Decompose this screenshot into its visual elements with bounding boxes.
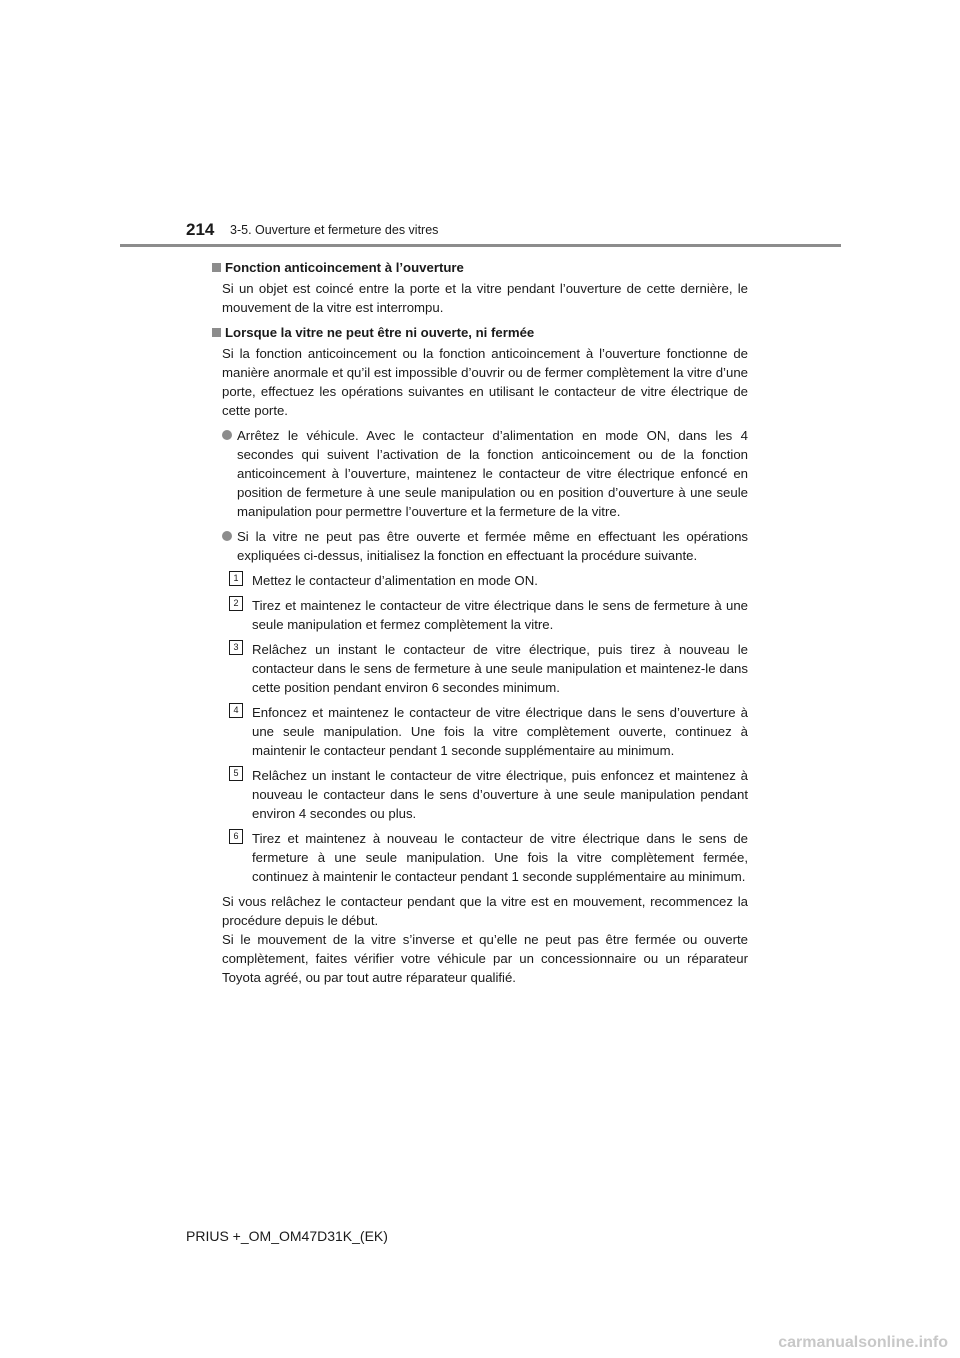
step-text: Relâchez un instant le contacteur de vitre électrique, puis tirez à nouveau le contacteur dans le sens de fermeture à une seule manipulation et maintenez-le dans cette position pendant environ 6 secondes minimum. xyxy=(252,642,748,695)
paragraph: Si un objet est coincé entre la porte et la vitre pendant l’ouverture de cette dernière, le mouvement de la vitre est interrompu. xyxy=(222,281,748,315)
step-text: Relâchez un instant le contacteur de vitre électrique, puis enfoncez et maintenez à nouveau le contacteur dans le sens d’ouverture à une seule manipulation pendant environ 4 secondes ou plus. xyxy=(252,768,748,821)
step-item xyxy=(212,640,748,697)
step-number-badge: 3 xyxy=(229,640,243,655)
step-item xyxy=(212,571,748,590)
square-bullet-icon xyxy=(212,263,221,272)
section-heading-blocked-window xyxy=(212,323,748,342)
step-number-badge: 1 xyxy=(229,571,243,586)
page-header xyxy=(0,0,960,250)
square-bullet-icon xyxy=(212,328,221,337)
closing-note xyxy=(212,892,748,987)
step-text: Tirez et maintenez le contacteur de vitre électrique dans le sens de fermeture à une seule manipulation et fermez complètement la vitre. xyxy=(252,598,748,632)
watermark-logo: carmanualsonline.info xyxy=(778,1334,948,1351)
step-item xyxy=(212,596,748,634)
step-text: Enfoncez et maintenez le contacteur de vitre électrique dans le sens d’ouverture à une seule manipulation. Une fois la vitre complètement ouverte, continuez à maintenir le contacteur pendant 1 seconde supplémentaire au minimum. xyxy=(252,705,748,758)
section-heading-anticoincement xyxy=(212,258,748,277)
paragraph: Si la fonction anticoincement ou la fonction anticoincement à l’ouverture fonctionne de manière anormale et qu’il est impossible d’ouvrir ou de fermer complètement la vitre d’une porte, effectuez les opérations suivantes en utilisant le contacteur de vitre électrique de cette porte. xyxy=(222,346,748,418)
step-text: Tirez et maintenez à nouveau le contacteur de vitre électrique dans le sens de fermeture à une seule manipulation. Une fois la vitre complètement fermée, continuez à maintenir le contacteur pendant 1 seconde supplémentaire au minimum. xyxy=(252,831,748,884)
bullet-item xyxy=(212,527,748,565)
step-item xyxy=(212,703,748,760)
step-number-badge: 4 xyxy=(229,703,243,718)
step-text: Mettez le contacteur d’alimentation en mode ON. xyxy=(252,573,538,588)
circle-bullet-icon xyxy=(222,430,232,440)
bullet-text: Arrêtez le véhicule. Avec le contacteur d’alimentation en mode ON, dans les 4 secondes qui suivent l’activation de la fonction anticoincement ou de la fonction anticoincement à l’ouverture, maintenez le contacteur de vitre électrique enfoncé en position de fermeture à une seule manipulation ou en position d’ouverture à une seule manipulation pour permettre l’ouverture et la fermeture de la vitre. xyxy=(237,428,748,519)
header-rule xyxy=(120,244,841,247)
step-number-badge: 5 xyxy=(229,766,243,781)
step-item xyxy=(212,766,748,823)
step-item xyxy=(212,829,748,886)
heading-text: Lorsque la vitre ne peut être ni ouverte, ni fermée xyxy=(225,325,535,340)
bullet-text: Si la vitre ne peut pas être ouverte et fermée même en effectuant les opérations expliquées ci-dessus, initialisez la fonction en effectuant la procédure suivante. xyxy=(237,529,748,563)
bullet-item xyxy=(212,426,748,521)
step-number-badge: 6 xyxy=(229,829,243,844)
circle-bullet-icon xyxy=(222,531,232,541)
page-number: 214 xyxy=(186,220,215,239)
closing-paragraph: Si le mouvement de la vitre s’inverse et qu’elle ne peut pas être fermée ou ouverte complètement, faites vérifier votre véhicule par un concessionnaire ou un réparateur Toyota agréé, ou par tout autre réparateur qualifié. xyxy=(222,932,748,985)
section-title: 3-5. Ouverture et fermeture des vitres xyxy=(230,223,439,237)
closing-paragraph: Si vous relâchez le contacteur pendant que la vitre est en mouvement, recommencez la procédure depuis le début. xyxy=(222,894,748,928)
page-content xyxy=(212,258,748,987)
step-number-badge: 2 xyxy=(229,596,243,611)
document-code: PRIUS +_OM_OM47D31K_(EK) xyxy=(186,1228,388,1244)
heading-text: Fonction anticoincement à l’ouverture xyxy=(225,260,464,275)
